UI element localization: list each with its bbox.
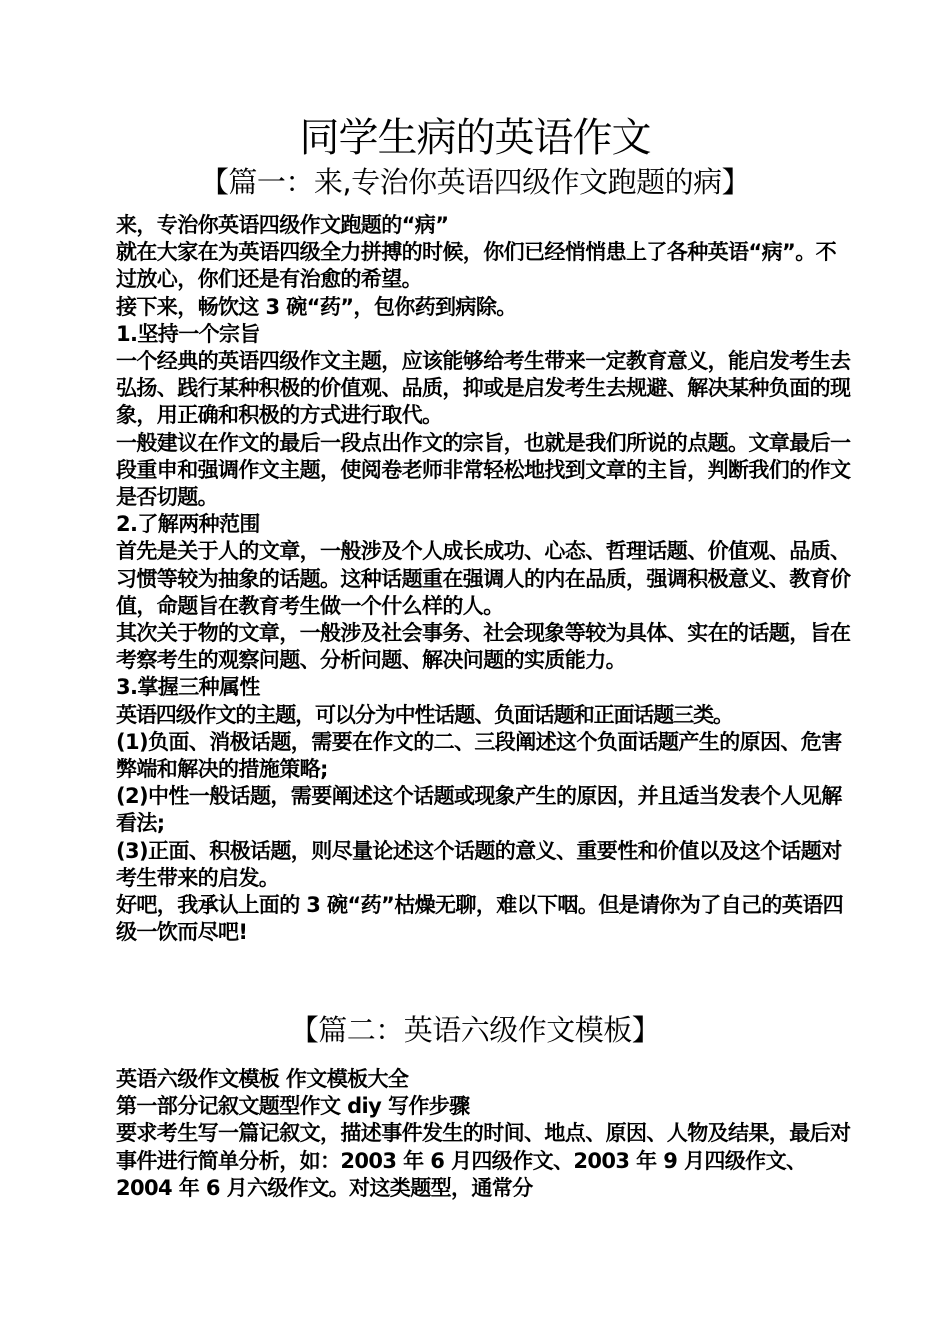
paragraph: 第一部分记叙文题型作文 diy 写作步骤 bbox=[116, 1094, 470, 1119]
paragraph: 接下来，畅饮这 3 碗“药”，包你药到病除。 bbox=[116, 294, 517, 319]
paragraph: 一个经典的英语四级作文主题，应该能够给考生带来一定教育意义，能启发考生去弘扬、践行某种积极的价值观、品质，抑或是启发考生去规避、解决某种负面的现象，用正确和积极的方式进行取代。 bbox=[116, 349, 851, 428]
paragraph: 就在大家在为英语四级全力拼搏的时候，你们已经悄悄患上了各种英语“病”。不过放心，你们还是有治愈的希望。 bbox=[116, 240, 837, 292]
paragraph: 首先是关于人的文章，一般涉及个人成长成功、心态、哲理话题、价值观、品质、习惯等较为抽象的话题。这种话题重在强调人的内在品质，强调积极意义、教育价值，命题旨在教育考生做一个什么样的人。 bbox=[116, 539, 851, 618]
section-2-body bbox=[116, 1066, 856, 1202]
document-title: 同学生病的英语作文 bbox=[299, 115, 651, 161]
paragraph: (3)正面、积极话题，则尽量论述这个话题的意义、重要性和价值以及这个话题对考生带来的启发。 bbox=[116, 838, 842, 890]
numbered-heading: 2.了解两种范围 bbox=[116, 512, 260, 537]
paragraph: 来，专治你英语四级作文跑题的“病” bbox=[116, 213, 449, 237]
paragraph: 英语四级作文的主题，可以分为中性话题、负面话题和正面话题三类。 bbox=[116, 702, 733, 727]
paragraph: 要求考生写一篇记叙文，描述事件发生的时间、地点、原因、人物及结果，最后对事件进行简单分析，如：2003 年 6 月四级作文、2003 年 9 月四级作文、2004 年 6 月六级作文。对这类题型，通常分 bbox=[116, 1121, 851, 1200]
section-1-body bbox=[116, 212, 856, 946]
paragraph: (1)负面、消极话题，需要在作文的二、三段阐述这个负面话题产生的原因、危害弊端和解决的措施策略; bbox=[116, 729, 842, 782]
numbered-heading: 3.掌握三种属性 bbox=[116, 675, 260, 700]
paragraph: 英语六级作文模板 作文模板大全 bbox=[116, 1067, 409, 1091]
paragraph: 好吧，我承认上面的 3 碗“药”枯燥无聊，难以下咽。但是请你为了自己的英语四级一饮而尽吧! bbox=[116, 893, 844, 945]
section-heading-2: 【篇二：英语六级作文模板】 bbox=[289, 1013, 661, 1047]
paragraph: 一般建议在作文的最后一段点出作文的宗旨，也就是我们所说的点题。文章最后一段重申和强调作文主题，使阅卷老师非常轻松地找到文章的主旨，判断我们的作文是否切题。 bbox=[116, 430, 851, 510]
numbered-heading: 1.坚持一个宗旨 bbox=[116, 321, 260, 346]
section-heading-1: 【篇一：来,专治你英语四级作文跑题的病】 bbox=[199, 165, 751, 199]
paragraph: 其次关于物的文章，一般涉及社会事务、社会现象等较为具体、实在的话题，旨在考察考生的观察问题、分析问题、解决问题的实质能力。 bbox=[116, 621, 851, 673]
paragraph: (2)中性一般话题，需要阐述这个话题或现象产生的原因，并且适当发表个人见解看法; bbox=[116, 784, 842, 836]
